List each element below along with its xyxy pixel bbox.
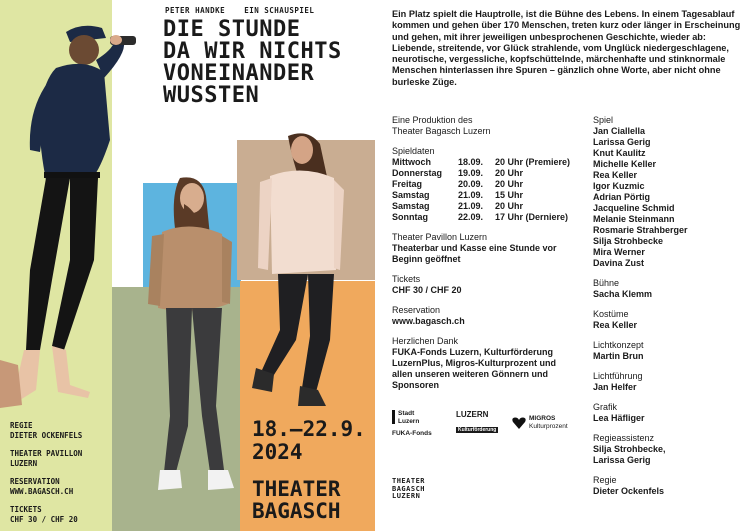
- crew-role: Regie: [593, 475, 617, 485]
- migros-heart-icon: [512, 417, 526, 429]
- tickets-price: CHF 30 / CHF 20: [392, 285, 462, 295]
- date-day: Samstag: [392, 190, 430, 200]
- big-theater-line-1: THEATER: [252, 477, 341, 501]
- crew-name: Dieter Ockenfels: [593, 486, 665, 496]
- date-time: 15 Uhr: [495, 190, 524, 200]
- crew-stage: [593, 278, 748, 300]
- luzernplus-logo: [456, 411, 498, 433]
- reservation-heading: Reservation: [392, 305, 441, 315]
- date-time: 20 Uhr: [495, 179, 524, 189]
- tickets-heading: Tickets: [392, 274, 421, 284]
- venue-heading: Theater Pavillon Luzern: [392, 232, 488, 242]
- title-line-2: DA WIR NICHTS: [163, 39, 342, 64]
- credit-label: THEATER PAVILLON: [10, 449, 83, 458]
- credit-value: LUZERN: [10, 458, 38, 468]
- credit-director: [10, 421, 82, 440]
- author-name: PETER HANDKE: [165, 6, 226, 15]
- cast-member: Igor Kuzmic: [593, 181, 645, 191]
- theater-bagasch-logo: [392, 478, 425, 501]
- author-line: [165, 6, 328, 15]
- cast-member: Jan Ciallella: [593, 126, 646, 136]
- production-section: [392, 115, 592, 137]
- date-value: 20.09.: [458, 179, 484, 189]
- date-value: 19.09.: [458, 168, 484, 178]
- poster-credits: [10, 421, 82, 531]
- venue-section: [392, 232, 592, 265]
- date-row: [392, 201, 570, 212]
- actor-figure-coat: [140, 176, 240, 506]
- genre-label: EIN SCHAUSPIEL: [244, 6, 315, 15]
- luzernplus-logo-sub: Kulturförderung: [458, 426, 497, 433]
- date-value: 21.09.: [458, 201, 484, 211]
- migros-logo-line-2: Kulturprozent: [529, 422, 568, 430]
- cast-member: Silja Strohbecke: [593, 236, 664, 246]
- date-row: [392, 157, 570, 168]
- thanks-heading: Herzlichen Dank: [392, 336, 459, 346]
- info-panel: [375, 0, 750, 531]
- date-value: 22.09.: [458, 212, 484, 222]
- crew-name: Martin Brun: [593, 351, 644, 361]
- cast-member: Melanie Steinmann: [593, 214, 675, 224]
- bagasch-logo-line-1: THEATER: [392, 477, 426, 485]
- cast-member: Larissa Gerig: [593, 137, 651, 147]
- credit-label: TICKETS: [10, 505, 42, 514]
- fuka-logo-text: FUKA-Fonds: [392, 430, 432, 437]
- credit-venue: [10, 449, 82, 468]
- actor-figure-blazer: [250, 130, 360, 420]
- big-dates-range: 18.–22.9.: [252, 417, 366, 441]
- crew-name: Larissa Gerig: [593, 455, 651, 465]
- cast-member: Rosmarie Strahberger: [593, 225, 688, 235]
- reservation-link[interactable]: www.bagasch.ch: [392, 316, 465, 326]
- poster-title: [163, 19, 373, 107]
- credits-column: [593, 115, 748, 506]
- date-day: Samstag: [392, 201, 430, 211]
- title-line-1: DIE STUNDE: [163, 17, 301, 42]
- big-dates-year: 2024: [252, 440, 303, 464]
- big-theater-line-2: BAGASCH: [252, 499, 341, 523]
- cast-section: [593, 115, 748, 269]
- dates-section: [392, 146, 592, 223]
- stadt-luzern-logo: [392, 410, 432, 438]
- date-value: 18.09.: [458, 157, 484, 167]
- bagasch-logo-line-2: BAGASCH: [392, 484, 426, 493]
- cast-member: Rea Keller: [593, 170, 638, 180]
- dates-heading: Spieldaten: [392, 146, 435, 156]
- credit-tickets: [10, 505, 82, 524]
- crew-name: Sacha Klemm: [593, 289, 653, 299]
- credit-label: RESERVATION: [10, 477, 60, 486]
- date-day: Sonntag: [392, 212, 428, 222]
- date-day: Mittwoch: [392, 157, 431, 167]
- tickets-section: [392, 274, 592, 296]
- crew-role: Kostüme: [593, 309, 629, 319]
- big-theater-name: [252, 478, 341, 522]
- cast-member: Knut Kaulitz: [593, 148, 646, 158]
- migros-logo: [512, 415, 568, 430]
- thanks-text: FUKA-Fonds Luzern, Kulturförderung LuzernPlus, Migros-Kulturprozent und allen unseren weiteren Gönnern und Sponsoren: [392, 347, 556, 390]
- crew-director: [593, 475, 748, 497]
- cast-member: Adrian Pörtig: [593, 192, 651, 202]
- cast-member: Michelle Keller: [593, 159, 657, 169]
- date-day: Donnerstag: [392, 168, 443, 178]
- crew-name: Silja Strohbecke,: [593, 444, 666, 454]
- actor-figure-binoculars: [0, 20, 150, 420]
- cast-member: Mira Werner: [593, 247, 645, 257]
- stadt-bar-icon: [392, 410, 395, 424]
- big-dates: [252, 418, 366, 464]
- date-row: [392, 168, 570, 179]
- credit-value: DIETER OCKENFELS: [10, 430, 83, 440]
- migros-logo-line-1: MIGROS: [529, 415, 556, 422]
- date-time: 17 Uhr (Derniere): [495, 212, 569, 222]
- production-heading: Eine Produktion des: [392, 115, 473, 125]
- crew-graphics: [593, 402, 748, 424]
- crew-role: Regieassistenz: [593, 433, 655, 443]
- crew-name: Rea Keller: [593, 320, 638, 330]
- credit-reservation: [10, 477, 82, 496]
- date-row: [392, 179, 570, 190]
- title-line-3: VONEINANDER: [163, 61, 315, 86]
- date-time: 20 Uhr: [495, 168, 524, 178]
- reservation-section: [392, 305, 592, 327]
- dates-table: [392, 157, 570, 223]
- crew-costumes: [593, 309, 748, 331]
- credit-label: REGIE: [10, 421, 33, 430]
- thanks-section: [392, 336, 592, 391]
- crew-role: Lichtführung: [593, 371, 643, 381]
- crew-light-operation: [593, 371, 748, 393]
- date-row: [392, 212, 570, 223]
- credit-value: CHF 30 / CHF 20: [10, 514, 78, 524]
- stadt-logo-line-2: Luzern: [398, 417, 420, 425]
- date-value: 21.09.: [458, 190, 484, 200]
- date-time: 20 Uhr: [495, 201, 524, 211]
- crew-role: Grafik: [593, 402, 618, 412]
- date-day: Freitag: [392, 179, 423, 189]
- crew-name: Jan Helfer: [593, 382, 637, 392]
- crew-name: Lea Häfliger: [593, 413, 645, 423]
- crew-role: Lichtkonzept: [593, 340, 644, 350]
- production-details: [392, 115, 592, 400]
- intro-paragraph: Ein Platz spielt die Hauptrolle, ist die Bühne des Lebens. In einem Tagesablauf kommen und gehen über 170 Menschen, treten kurz oder länger in Erscheinung und gehen, mit ihrer jeweiligen unbesprochenen Geschichte, wieder ab: Liebende, streitende, vor Glück strahlende, vom Unglück niedergeschlagene, neurotische, vergessliche, kopfschüttelnde, märchenhafte und stinknormale Menschen hinterlassen ihre Spuren – gänzlich ohne Worte, aber nicht ohne burleske Züge.: [392, 9, 741, 87]
- cast-heading: Spiel: [593, 115, 614, 125]
- production-company: Theater Bagasch Luzern: [392, 126, 491, 136]
- title-line-4: WUSSTEN: [163, 83, 260, 108]
- luzernplus-logo-text: LUZERN: [456, 410, 489, 419]
- bagasch-logo-line-3: LUZERN: [392, 492, 421, 500]
- date-row: [392, 190, 570, 201]
- crew-light-concept: [593, 340, 748, 362]
- cast-member: Davina Zust: [593, 258, 645, 268]
- cast-member: Jacqueline Schmid: [593, 203, 675, 213]
- credit-value: WWW.BAGASCH.CH: [10, 486, 74, 496]
- date-time: 20 Uhr (Premiere): [495, 157, 571, 167]
- sponsor-logos: [392, 410, 592, 444]
- venue-text: Theaterbar und Kasse eine Stunde vor Beginn geöffnet: [392, 243, 557, 264]
- crew-assistant-director: [593, 433, 748, 466]
- stadt-logo-line-1: Stadt: [398, 410, 415, 417]
- crew-role: Bühne: [593, 278, 620, 288]
